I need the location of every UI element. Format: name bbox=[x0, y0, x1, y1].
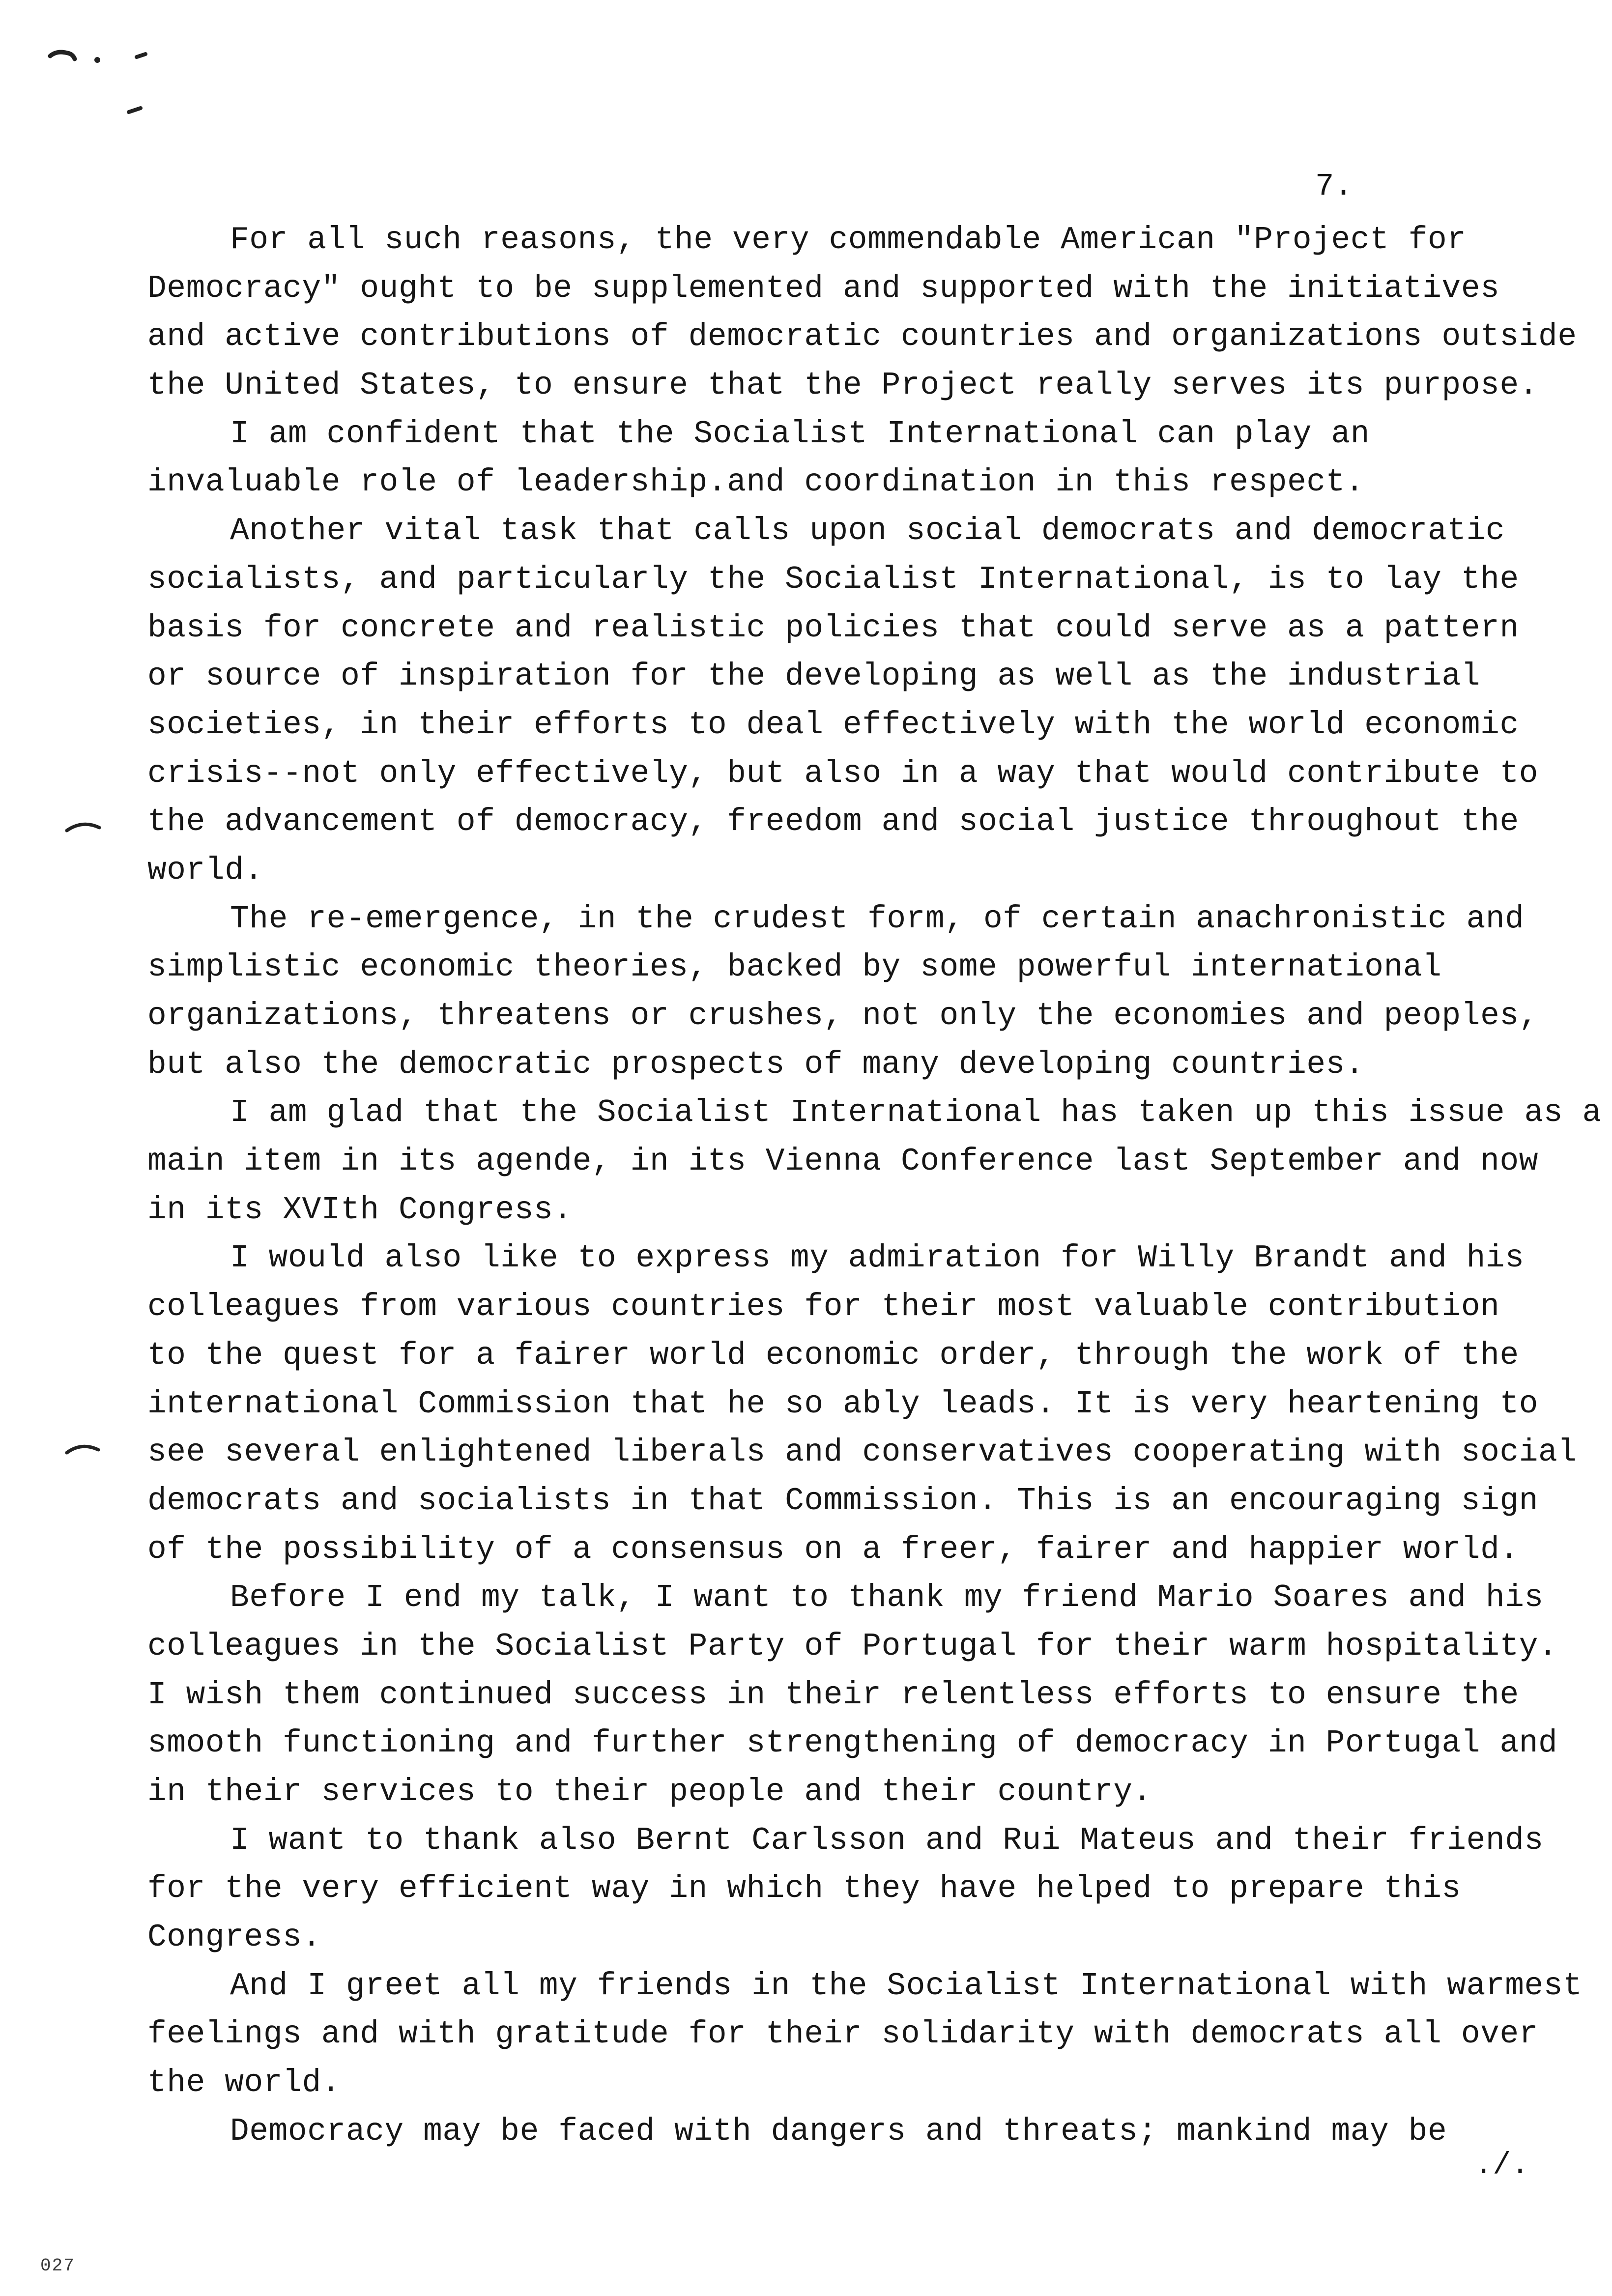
paragraph-7-line-3: I wish them continued success in their relentless efforts to ensure the bbox=[147, 1677, 1519, 1713]
paragraph-4-line-1: The re-emergence, in the crudest form, of certain anachronistic and bbox=[230, 901, 1525, 937]
paragraph-5-line-3: in its XVIth Congress. bbox=[147, 1192, 573, 1228]
paragraph-9-line-3: the world. bbox=[147, 2065, 341, 2101]
paragraph-6-line-7: of the possibility of a consensus on a freer, fairer and happier world. bbox=[147, 1531, 1519, 1568]
paragraph-10-line-1: Democracy may be faced with dangers and threats; mankind may be bbox=[230, 2113, 1447, 2150]
paragraph-2-line-2: invaluable role of leadership.and coordination in this respect. bbox=[147, 464, 1365, 501]
paragraph-4-line-2: simplistic economic theories, backed by some powerful international bbox=[147, 949, 1442, 986]
paragraph-6-line-5: see several enlightened liberals and conservatives cooperating with social bbox=[147, 1435, 1577, 1471]
paragraph-2-line-1: I am confident that the Socialist International can play an bbox=[230, 416, 1370, 452]
paragraph-6-line-4: international Commission that he so ably leads. It is very heartening to bbox=[147, 1386, 1539, 1422]
paragraph-6-line-6: democrats and socialists in that Commission. This is an encouraging sign bbox=[147, 1483, 1539, 1519]
paragraph-5-line-1: I am glad that the Socialist International has taken up this issue as a bbox=[230, 1095, 1602, 1131]
punch-hole-mark-lower bbox=[64, 1439, 108, 1459]
paragraph-1-line-3: and active contributions of democratic countries and organizations outside bbox=[147, 319, 1577, 355]
paragraph-3-line-2: socialists, and particularly the Socialist International, is to lay the bbox=[147, 561, 1519, 598]
paragraph-7-line-1: Before I end my talk, I want to thank my friend Mario Soares and his bbox=[230, 1580, 1544, 1616]
paragraph-5-line-2: main item in its agende, in its Vienna Conference last September and now bbox=[147, 1144, 1539, 1180]
page-number: 7. bbox=[1315, 169, 1353, 204]
paragraph-6-line-3: to the quest for a fairer world economic order, through the work of the bbox=[147, 1337, 1519, 1374]
paragraph-1-line-2: Democracy" ought to be supplemented and supported with the initiatives bbox=[147, 270, 1500, 307]
document-body bbox=[147, 216, 1612, 2156]
paragraph-3-line-6: crisis--not only effectively, but also in a way that would contribute to bbox=[147, 755, 1539, 792]
paragraph-1-line-4: the United States, to ensure that the Project really serves its purpose. bbox=[147, 368, 1539, 404]
paragraph-6-line-2: colleagues from various countries for their most valuable contribution bbox=[147, 1289, 1500, 1325]
paragraph-9-line-1: And I greet all my friends in the Socialist International with warmest bbox=[230, 1968, 1583, 2004]
punch-hole-mark-upper bbox=[64, 816, 108, 835]
paragraph-8-line-1: I want to thank also Bernt Carlsson and Rui Mateus and their friends bbox=[230, 1822, 1544, 1859]
continuation-mark: ./. bbox=[1474, 2148, 1529, 2182]
paragraph-7-line-2: colleagues in the Socialist Party of Portugal for their warm hospitality. bbox=[147, 1628, 1558, 1665]
paragraph-3-line-3: basis for concrete and realistic policies that could serve as a pattern bbox=[147, 610, 1519, 646]
paragraph-3-line-7: the advancement of democracy, freedom and social justice throughout the bbox=[147, 804, 1519, 840]
paragraph-1-line-1: For all such reasons, the very commendable American "Project for bbox=[230, 222, 1467, 258]
paragraph-7-line-5: in their services to their people and their country. bbox=[147, 1774, 1152, 1810]
paragraph-4-line-3: organizations, threatens or crushes, not only the economies and peoples, bbox=[147, 998, 1539, 1034]
paragraph-9-line-2: feelings and with gratitude for their solidarity with democrats all over bbox=[147, 2016, 1539, 2053]
paragraph-7-line-4: smooth functioning and further strengthening of democracy in Portugal and bbox=[147, 1725, 1558, 1762]
paragraph-4-line-4: but also the democratic prospects of many developing countries. bbox=[147, 1046, 1365, 1083]
paragraph-3-line-5: societies, in their efforts to deal effectively with the world economic bbox=[147, 707, 1519, 743]
paragraph-8-line-2: for the very efficient way in which they have helped to prepare this bbox=[147, 1871, 1461, 1907]
paragraph-6-line-1: I would also like to express my admiration for Willy Brandt and his bbox=[230, 1240, 1525, 1277]
scan-mark-top-left bbox=[44, 39, 162, 128]
page-code: 027 bbox=[40, 2256, 75, 2276]
paragraph-3-line-8: world. bbox=[147, 852, 263, 889]
paragraph-3-line-4: or source of inspiration for the developing as well as the industrial bbox=[147, 659, 1481, 695]
paragraph-8-line-3: Congress. bbox=[147, 1920, 321, 1956]
paragraph-3-line-1: Another vital task that calls upon social democrats and democratic bbox=[230, 513, 1505, 549]
